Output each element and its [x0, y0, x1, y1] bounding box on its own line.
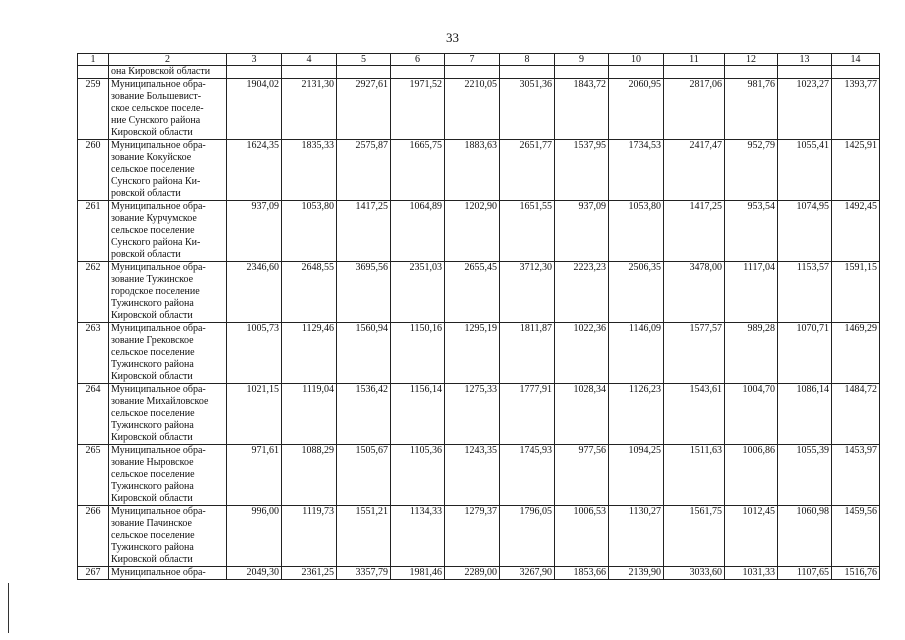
table-cell: [445, 66, 500, 79]
value-cell: 2651,77: [500, 140, 555, 201]
data-table: [77, 53, 880, 580]
value-cell: 2223,23: [555, 262, 609, 323]
value-cell: 1119,73: [282, 506, 337, 567]
value-cell: 1094,25: [609, 445, 664, 506]
value-cell: 1006,53: [555, 506, 609, 567]
value-cell: 1295,19: [445, 323, 500, 384]
value-cell: 1023,27: [778, 79, 832, 140]
row-number: 261: [78, 201, 109, 262]
value-cell: 1417,25: [664, 201, 725, 262]
value-cell: 2817,06: [664, 79, 725, 140]
column-header: 1: [78, 54, 109, 66]
row-number: 263: [78, 323, 109, 384]
municipality-name: Муниципальное обра- зование Михайловское сельское поселение Тужинского района Кировской области: [109, 384, 227, 445]
value-cell: 1202,90: [445, 201, 500, 262]
value-cell: 3357,79: [337, 567, 391, 580]
value-cell: 1560,94: [337, 323, 391, 384]
table-cell: [664, 66, 725, 79]
value-cell: 1117,04: [725, 262, 778, 323]
value-cell: 1053,80: [609, 201, 664, 262]
table-cell: [832, 66, 880, 79]
value-cell: 1853,66: [555, 567, 609, 580]
value-cell: 1005,73: [227, 323, 282, 384]
value-cell: 2417,47: [664, 140, 725, 201]
value-cell: 2289,00: [445, 567, 500, 580]
municipality-name: Муниципальное обра- зование Пачинское сельское поселение Тужинского района Кировской области: [109, 506, 227, 567]
table-row: [78, 323, 880, 384]
value-cell: 1055,39: [778, 445, 832, 506]
value-cell: 971,61: [227, 445, 282, 506]
value-cell: 1130,27: [609, 506, 664, 567]
table-cell: [500, 66, 555, 79]
value-cell: 1086,14: [778, 384, 832, 445]
value-cell: 1425,91: [832, 140, 880, 201]
value-cell: 1074,95: [778, 201, 832, 262]
table-row: [78, 567, 880, 580]
value-cell: 1536,42: [337, 384, 391, 445]
value-cell: 1543,61: [664, 384, 725, 445]
table-cell: [282, 66, 337, 79]
value-cell: 1516,76: [832, 567, 880, 580]
value-cell: 2346,60: [227, 262, 282, 323]
value-cell: 1811,87: [500, 323, 555, 384]
municipality-name: Муниципальное обра- зование Курчумское сельское поселение Сунского района Ки- ровской области: [109, 201, 227, 262]
value-cell: 2049,30: [227, 567, 282, 580]
column-header: 10: [609, 54, 664, 66]
value-cell: 1055,41: [778, 140, 832, 201]
row-number: 260: [78, 140, 109, 201]
value-cell: 1279,37: [445, 506, 500, 567]
table-cell: [725, 66, 778, 79]
value-cell: 1796,05: [500, 506, 555, 567]
table-row: [78, 201, 880, 262]
column-header: 8: [500, 54, 555, 66]
value-cell: 2131,30: [282, 79, 337, 140]
value-cell: 1156,14: [391, 384, 445, 445]
column-header: 4: [282, 54, 337, 66]
row-number: 266: [78, 506, 109, 567]
value-cell: 1484,72: [832, 384, 880, 445]
row-number: 267: [78, 567, 109, 580]
table-cell: [337, 66, 391, 79]
value-cell: 1651,55: [500, 201, 555, 262]
row-number: 262: [78, 262, 109, 323]
value-cell: 2361,25: [282, 567, 337, 580]
value-cell: 953,54: [725, 201, 778, 262]
value-cell: 1129,46: [282, 323, 337, 384]
table-row: [78, 384, 880, 445]
municipality-name: Муниципальное обра- зование Ныровское сельское поселение Тужинского района Кировской области: [109, 445, 227, 506]
value-cell: 1551,21: [337, 506, 391, 567]
column-header: 2: [109, 54, 227, 66]
municipality-name: Муниципальное обра- зование Тужинское городское поселение Тужинского района Кировской области: [109, 262, 227, 323]
value-cell: 1028,34: [555, 384, 609, 445]
value-cell: 1745,93: [500, 445, 555, 506]
value-cell: 3695,56: [337, 262, 391, 323]
row-number: 265: [78, 445, 109, 506]
value-cell: 1022,36: [555, 323, 609, 384]
value-cell: 1150,16: [391, 323, 445, 384]
value-cell: 1006,86: [725, 445, 778, 506]
value-cell: 1153,57: [778, 262, 832, 323]
value-cell: 1469,29: [832, 323, 880, 384]
value-cell: 1492,45: [832, 201, 880, 262]
value-cell: 1031,33: [725, 567, 778, 580]
column-header: 13: [778, 54, 832, 66]
value-cell: 981,76: [725, 79, 778, 140]
value-cell: 1146,09: [609, 323, 664, 384]
value-cell: 1021,15: [227, 384, 282, 445]
row-number: 264: [78, 384, 109, 445]
value-cell: 1126,23: [609, 384, 664, 445]
value-cell: 1393,77: [832, 79, 880, 140]
table-cell: [555, 66, 609, 79]
value-cell: 2655,45: [445, 262, 500, 323]
value-cell: 1004,70: [725, 384, 778, 445]
value-cell: 1883,63: [445, 140, 500, 201]
value-cell: 952,79: [725, 140, 778, 201]
value-cell: 1971,52: [391, 79, 445, 140]
value-cell: 1561,75: [664, 506, 725, 567]
municipality-name: Муниципальное обра-: [109, 567, 227, 580]
table-cell: [227, 66, 282, 79]
value-cell: 1243,35: [445, 445, 500, 506]
column-header: 12: [725, 54, 778, 66]
table-row: [78, 445, 880, 506]
row-number: 259: [78, 79, 109, 140]
column-header: 14: [832, 54, 880, 66]
value-cell: 1119,04: [282, 384, 337, 445]
column-header: 9: [555, 54, 609, 66]
value-cell: 1981,46: [391, 567, 445, 580]
value-cell: 1537,95: [555, 140, 609, 201]
value-cell: 1843,72: [555, 79, 609, 140]
table-cell: [609, 66, 664, 79]
value-cell: 989,28: [725, 323, 778, 384]
value-cell: 1835,33: [282, 140, 337, 201]
value-cell: 1012,45: [725, 506, 778, 567]
value-cell: 1088,29: [282, 445, 337, 506]
value-cell: 1105,36: [391, 445, 445, 506]
value-cell: 1060,98: [778, 506, 832, 567]
value-cell: 2351,03: [391, 262, 445, 323]
value-cell: 3712,30: [500, 262, 555, 323]
table-row: [78, 140, 880, 201]
municipality-name: Муниципальное обра- зование Кокуйское сельское поселение Сунского района Ки- ровской области: [109, 140, 227, 201]
column-header: 11: [664, 54, 725, 66]
value-cell: 1134,33: [391, 506, 445, 567]
value-cell: 2139,90: [609, 567, 664, 580]
page-number: 33: [446, 30, 459, 45]
value-cell: 2927,61: [337, 79, 391, 140]
value-cell: 2060,95: [609, 79, 664, 140]
value-cell: 2210,05: [445, 79, 500, 140]
municipality-name: Муниципальное обра- зование Большевист- ское сельское поселе- ние Сунского района Кировской области: [109, 79, 227, 140]
column-header: 6: [391, 54, 445, 66]
value-cell: 977,56: [555, 445, 609, 506]
value-cell: 1453,97: [832, 445, 880, 506]
value-cell: 3051,36: [500, 79, 555, 140]
value-cell: 1505,67: [337, 445, 391, 506]
continuation-text: она Кировской области: [109, 66, 227, 79]
value-cell: 1904,02: [227, 79, 282, 140]
value-cell: 1053,80: [282, 201, 337, 262]
value-cell: 3267,90: [500, 567, 555, 580]
column-header: 3: [227, 54, 282, 66]
value-cell: 1070,71: [778, 323, 832, 384]
value-cell: 1577,57: [664, 323, 725, 384]
column-header: 7: [445, 54, 500, 66]
value-cell: 1734,53: [609, 140, 664, 201]
value-cell: 1459,56: [832, 506, 880, 567]
value-cell: 1511,63: [664, 445, 725, 506]
table-cell: [78, 66, 109, 79]
value-cell: 1064,89: [391, 201, 445, 262]
value-cell: 1624,35: [227, 140, 282, 201]
table-cell: [778, 66, 832, 79]
table-row: [78, 506, 880, 567]
table-row: [78, 262, 880, 323]
value-cell: 937,09: [227, 201, 282, 262]
value-cell: 3033,60: [664, 567, 725, 580]
value-cell: 937,09: [555, 201, 609, 262]
header-row: [78, 54, 880, 66]
value-cell: 3478,00: [664, 262, 725, 323]
value-cell: 1591,15: [832, 262, 880, 323]
value-cell: 2575,87: [337, 140, 391, 201]
value-cell: 2506,35: [609, 262, 664, 323]
municipality-name: Муниципальное обра- зование Грековское сельское поселение Тужинского района Кировской области: [109, 323, 227, 384]
column-header: 5: [337, 54, 391, 66]
margin-mark: [8, 583, 9, 633]
value-cell: 1777,91: [500, 384, 555, 445]
table-cell: [391, 66, 445, 79]
table-row: [78, 79, 880, 140]
value-cell: 1107,65: [778, 567, 832, 580]
value-cell: 2648,55: [282, 262, 337, 323]
value-cell: 996,00: [227, 506, 282, 567]
value-cell: 1665,75: [391, 140, 445, 201]
value-cell: 1417,25: [337, 201, 391, 262]
value-cell: 1275,33: [445, 384, 500, 445]
continuation-row: [78, 66, 880, 79]
